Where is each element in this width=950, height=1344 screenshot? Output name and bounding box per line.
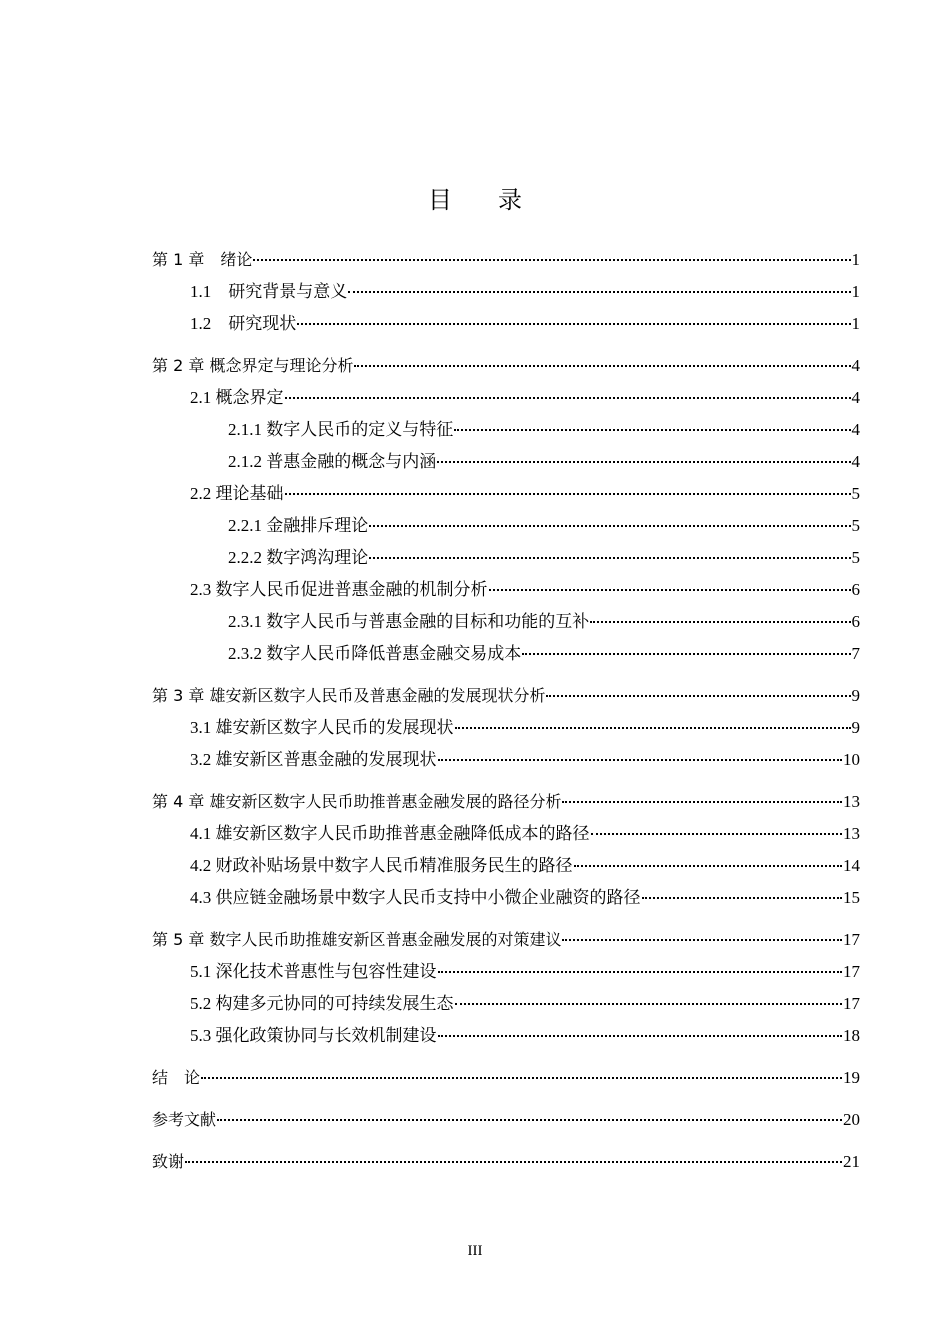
toc-entry[interactable] (152, 882, 860, 914)
dot-leader (562, 800, 842, 803)
toc-entry[interactable] (152, 680, 860, 712)
toc-entry-title: 3.2 雄安新区普惠金融的发展现状 (190, 750, 437, 769)
dot-leader (454, 428, 850, 431)
dot-leader (437, 460, 850, 463)
page-number: III (467, 1243, 483, 1259)
toc-entry-title: 第 4 章 雄安新区数字人民币助推普惠金融发展的路径分析 (152, 792, 562, 811)
toc-entry[interactable] (152, 850, 860, 882)
dot-leader (297, 322, 850, 325)
toc-entry[interactable] (152, 542, 860, 574)
toc-entry-title: 2.2 理论基础 (190, 484, 284, 503)
toc-entry-page: 20 (843, 1110, 860, 1129)
toc-entry[interactable] (152, 382, 860, 414)
dot-leader (438, 758, 843, 761)
toc-entry-title: 2.3.2 数字人民币降低普惠金融交易成本 (228, 644, 522, 663)
dot-leader (369, 524, 850, 527)
toc-entry-title: 1.2 研究现状 (190, 314, 297, 333)
dot-leader (253, 258, 850, 261)
toc-entry[interactable] (152, 606, 860, 638)
toc-entry[interactable] (152, 414, 860, 446)
page-title (0, 180, 950, 215)
toc-entry-title: 2.3 数字人民币促进普惠金融的机制分析 (190, 580, 488, 599)
toc-entry[interactable] (152, 276, 860, 308)
dot-leader (546, 694, 850, 697)
dot-leader (201, 1076, 842, 1079)
toc-entry-page: 4 (851, 452, 860, 471)
toc-entry-title: 2.3.1 数字人民币与普惠金融的目标和功能的互补 (228, 612, 590, 631)
toc-entry-title: 第 1 章 绪论 (152, 250, 253, 269)
dot-leader (438, 1034, 843, 1037)
toc-entry-title: 2.1 概念界定 (190, 388, 284, 407)
dot-leader (522, 652, 850, 655)
toc-entry[interactable] (152, 1104, 860, 1136)
dot-leader (455, 1002, 843, 1005)
toc-entry-page: 4 (851, 388, 860, 407)
toc-entry-title: 3.1 雄安新区数字人民币的发展现状 (190, 718, 454, 737)
toc-entry-page: 18 (843, 1026, 860, 1045)
toc-entry-title: 2.2.1 金融排斥理论 (228, 516, 369, 535)
toc-entry[interactable] (152, 1020, 860, 1052)
toc-entry-page: 1 (851, 282, 860, 301)
dot-leader (489, 588, 851, 591)
toc-entry-title: 2.1.2 普惠金融的概念与内涵 (228, 452, 437, 471)
toc-entry-page: 5 (851, 484, 860, 503)
toc-entry[interactable] (152, 956, 860, 988)
toc-entry-page: 13 (843, 792, 860, 811)
toc-entry[interactable] (152, 712, 860, 744)
toc-entry-page: 14 (843, 856, 860, 875)
toc-entry[interactable] (152, 1062, 860, 1094)
toc-entry[interactable] (152, 308, 860, 340)
toc-entry-page: 5 (851, 516, 860, 535)
toc-entry[interactable] (152, 446, 860, 478)
dot-leader (285, 396, 851, 399)
toc-entry[interactable] (152, 244, 860, 276)
dot-leader (217, 1118, 842, 1121)
dot-leader (369, 556, 850, 559)
toc-entry-title: 第 3 章 雄安新区数字人民币及普惠金融的发展现状分析 (152, 686, 546, 705)
toc-entry-title: 结 论 (152, 1068, 201, 1087)
toc-entry-page: 4 (851, 356, 860, 375)
toc-entry[interactable] (152, 818, 860, 850)
toc-entry[interactable] (152, 574, 860, 606)
toc-entry-title: 5.2 构建多元协同的可持续发展生态 (190, 994, 454, 1013)
toc-entry[interactable] (152, 638, 860, 670)
toc-entry-page: 10 (843, 750, 860, 769)
dot-leader (455, 726, 851, 729)
title-char-left: 目 (428, 188, 452, 214)
toc-entry-page: 1 (851, 314, 860, 333)
toc-entry-page: 7 (851, 644, 860, 663)
dot-leader (591, 832, 843, 835)
dot-leader (438, 970, 843, 973)
toc-entry[interactable] (152, 924, 860, 956)
toc-entry-page: 19 (843, 1068, 860, 1087)
toc-entry[interactable] (152, 1146, 860, 1178)
toc-entry[interactable] (152, 786, 860, 818)
toc-entry[interactable] (152, 988, 860, 1020)
dot-leader (562, 938, 842, 941)
toc-entry-page: 9 (851, 686, 860, 705)
toc-entry[interactable] (152, 478, 860, 510)
toc-entry-title: 5.3 强化政策协同与长效机制建设 (190, 1026, 437, 1045)
toc-entry[interactable] (152, 744, 860, 776)
toc-entry-title: 第 2 章 概念界定与理论分析 (152, 356, 354, 375)
dot-leader (285, 492, 851, 495)
toc-entry-title: 2.2.2 数字鸿沟理论 (228, 548, 369, 567)
title-char-right: 录 (498, 188, 522, 214)
toc-entry-title: 4.3 供应链金融场景中数字人民币支持中小微企业融资的路径 (190, 888, 641, 907)
toc-entry-page: 17 (843, 994, 860, 1013)
toc-entry-title: 2.1.1 数字人民币的定义与特征 (228, 420, 454, 439)
toc-entry-page: 9 (851, 718, 860, 737)
toc-entry-title: 5.1 深化技术普惠性与包容性建设 (190, 962, 437, 981)
toc-entry-page: 21 (843, 1152, 860, 1171)
toc-entry-title: 1.1 研究背景与意义 (190, 282, 348, 301)
dot-leader (348, 290, 850, 293)
toc-entry-page: 1 (851, 250, 860, 269)
table-of-contents (152, 244, 860, 1178)
dot-leader (590, 620, 850, 623)
toc-entry-page: 15 (843, 888, 860, 907)
toc-entry-page: 17 (843, 962, 860, 981)
toc-entry-title: 致谢 (152, 1152, 185, 1171)
toc-entry-title: 4.1 雄安新区数字人民币助推普惠金融降低成本的路径 (190, 824, 590, 843)
toc-entry-page: 6 (851, 580, 860, 599)
toc-entry-title: 参考文献 (152, 1110, 217, 1129)
toc-entry[interactable] (152, 350, 860, 382)
toc-entry-page: 4 (851, 420, 860, 439)
dot-leader (354, 364, 850, 367)
toc-entry-page: 13 (843, 824, 860, 843)
toc-entry-title: 4.2 财政补贴场景中数字人民币精准服务民生的路径 (190, 856, 573, 875)
toc-entry[interactable] (152, 510, 860, 542)
dot-leader (574, 864, 843, 867)
toc-entry-page: 17 (843, 930, 860, 949)
dot-leader (642, 896, 843, 899)
toc-entry-page: 5 (851, 548, 860, 567)
toc-entry-title: 第 5 章 数字人民币助推雄安新区普惠金融发展的对策建议 (152, 930, 562, 949)
dot-leader (185, 1160, 842, 1163)
toc-entry-page: 6 (851, 612, 860, 631)
